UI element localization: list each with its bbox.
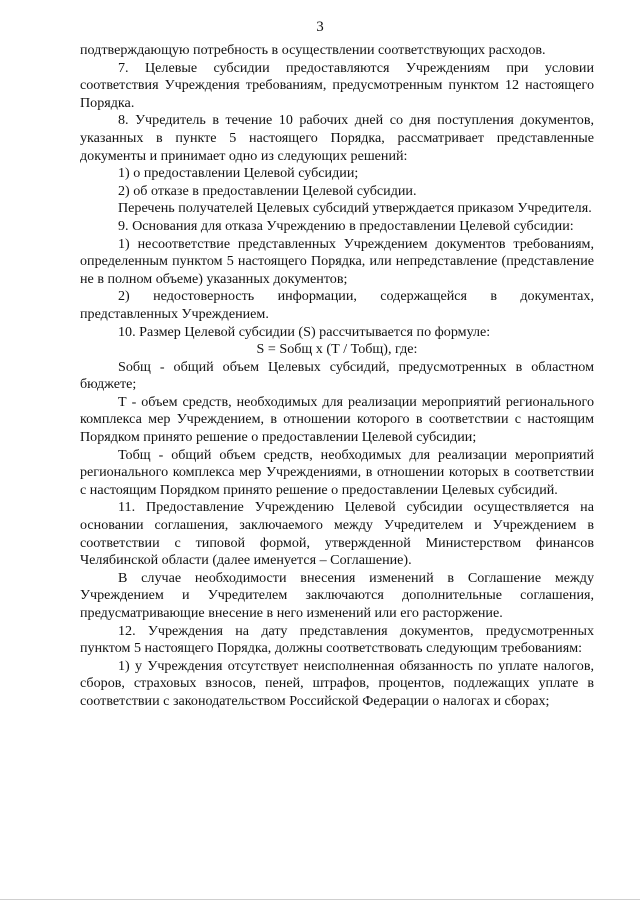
definition: Тобщ - общий объем средств, необходимых для реализации мероприятий регионального комплекса мер Учреждениями, в отношении которых в соответствии с настоящим Порядком принято решение о предоставлении Целевых субсидий. [80,446,594,498]
paragraph: подтверждающую потребность в осуществлении соответствующих расходов. [80,42,546,58]
definition: Sобщ - общий объем Целевых субсидий, предусмотренных в областном бюджете; [80,358,594,393]
paragraph: 8. Учредитель в течение 10 рабочих дней со дня поступления документов, указанных в пункте 5 настоящего Порядка, рассматривает представленные документы и принимает одно из следующих решений: [80,112,594,164]
paragraph: 12. Учреждения на дату представления документов, предусмотренных пунктом 5 настоящего Порядка, должны соответствовать следующим требованиям: [80,622,594,657]
formula: S = Sобщ x (Т / Тобщ), где: [256,341,418,358]
list-item: 2) об отказе в предоставлении Целевой субсидии. [118,182,417,199]
page-bottom-divider [0,899,640,900]
list-item: 1) несоответствие представленных Учреждением документов требованиям, определенным пунктом 5 настоящего Порядка, или непредставление (представление не в полном объеме) указанных документов; [80,235,594,287]
definition: Т - объем средств, необходимых для реализации мероприятий регионального комплекса мер Учреждением, в отношении которого в соответствии с настоящим Порядком принято решение о предоставлении Целевой субсидии; [80,393,594,446]
list-item: 1) о предоставлении Целевой субсидии; [118,165,359,182]
paragraph: 10. Размер Целевой субсидии (S) рассчитывается по формуле: [118,323,491,340]
paragraph: Перечень получателей Целевых субсидий утверждается приказом Учредителя. [118,200,592,217]
list-item: 1) у Учреждения отсутствует неисполненная обязанность по уплате налогов, сборов, страховых взносов, пеней, штрафов, процентов, подлежащих уплате в соответствии с законодательством Российской Федерации о налогах и сборах; [80,657,594,709]
paragraph: В случае необходимости внесения изменений в Соглашение между Учреждением и Учредителем заключаются дополнительные соглашения, предусматривающие внесение в него изменений или его расторжение. [80,569,594,621]
page-number: 3 [316,19,324,35]
paragraph: 11. Предоставление Учреждению Целевой субсидии осуществляется на основании соглашения, заключаемого между Учредителем и Учреждением в соответствии с типовой формой, утвержденной Министерством финансов Челябинской области (далее именуется – Соглашение). [80,499,594,569]
paragraph: 7. Целевые субсидии предоставляются Учреждениям при условии соответствия Учреждения требованиям, предусмотренным пунктом 12 настоящего Порядка. [80,59,594,111]
document-body [80,42,594,711]
paragraph: 9. Основания для отказа Учреждению в предоставлении Целевой субсидии: [118,217,574,234]
list-item: 2) недостоверность информации, содержащейся в документах, представленных Учреждением. [80,288,594,322]
